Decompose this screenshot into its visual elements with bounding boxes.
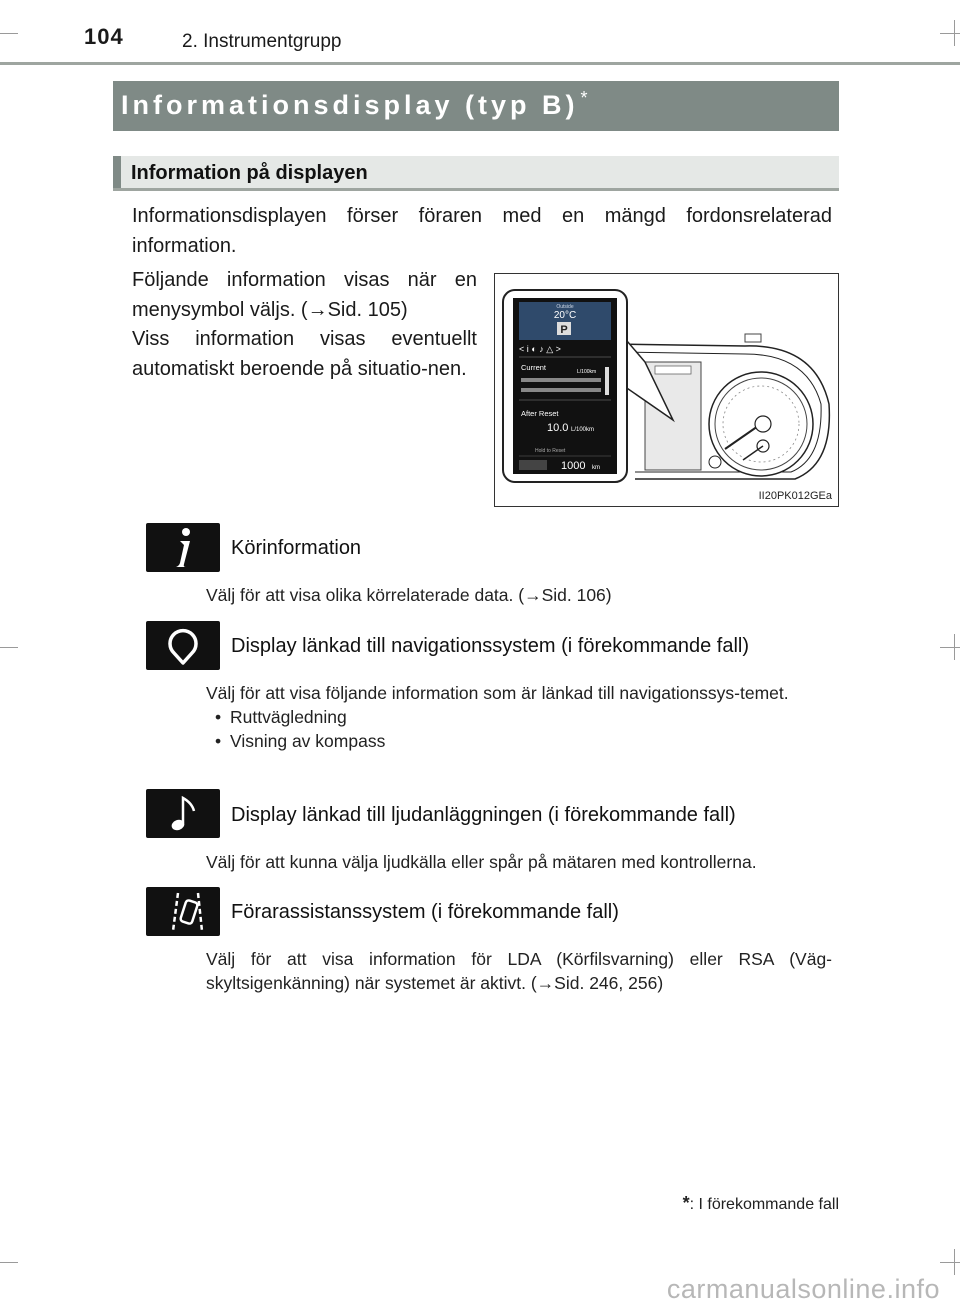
bullet-item: • Ruttvägledning: [206, 705, 832, 729]
title-asterisk: *: [580, 88, 588, 108]
intro-paragraph: Informationsdisplayen förser föraren med en mängd fordonsrelaterad information.: [132, 205, 832, 257]
screen-gear: P: [560, 324, 568, 336]
item-description-text: Välj för att visa följande information som är länkad till navigationssys-temet.: [206, 683, 789, 703]
figure-caption: II20PK012GEa: [758, 490, 832, 502]
crop-mark: [940, 1262, 960, 1263]
svg-text:< i ◐ ♪ △ >: < i ◐ ♪ △ >: [519, 344, 561, 354]
screen-distance-value: 1000: [561, 460, 586, 472]
side-text: [132, 266, 477, 384]
header-rule: [0, 62, 960, 65]
section-title-bar: [113, 81, 839, 131]
crop-mark: [0, 33, 18, 34]
screen-temperature: 20°C: [553, 310, 577, 321]
item-description: Välj för att visa information för LDA (Körfilsvarning) eller RSA (Väg-skyltsigenkänning) när systemet är aktivt. (→Sid. 246, 256): [206, 949, 832, 993]
section-title: [121, 88, 588, 121]
item-title: Förarassistanssystem (i förekommande fall): [231, 901, 619, 923]
music-note-icon: [146, 789, 220, 838]
side-paragraph: Följande information visas när en menysymbol väljs. (→Sid. 105): [132, 269, 477, 321]
bullet-list: [206, 705, 832, 753]
cluster-illustration: [495, 274, 838, 506]
chapter-title: 2. Instrumentgrupp: [182, 31, 342, 52]
item-description: Välj för att visa olika körrelaterade data. (→Sid. 106): [206, 585, 612, 605]
screen-after-reset-value: 10.0: [547, 422, 569, 434]
watermark: carmanualsonline.info: [666, 1274, 940, 1304]
crop-mark: [0, 647, 18, 648]
crop-mark: [954, 20, 955, 46]
side-paragraph: Viss information visas eventuellt automatiskt beroende på situatio-nen.: [132, 328, 477, 380]
item-title: Körinformation: [231, 537, 362, 559]
screen-current-unit: L/100km: [577, 369, 597, 375]
subsection-bar: [113, 156, 839, 191]
screen-after-reset-label: After Reset: [521, 409, 559, 418]
subsection-accent: [113, 156, 121, 188]
section-title-text: Informationsdisplay (typ B): [121, 90, 579, 120]
crop-mark: [0, 1262, 18, 1263]
cluster-figure: [494, 273, 839, 507]
item-description: Välj för att kunna välja ljudkälla eller spår på mätaren med kontrollerna.: [206, 852, 757, 872]
crop-mark: [940, 647, 960, 648]
screen-distance-unit: km: [592, 465, 600, 471]
crop-mark: [940, 33, 960, 34]
info-i-icon: [146, 523, 220, 572]
item-title: Display länkad till navigationssystem (i förekommande fall): [231, 635, 749, 657]
screen-after-reset-unit: L/100km: [571, 427, 595, 433]
bullet-item: • Visning av kompass: [206, 729, 832, 753]
footnote-asterisk: *: [682, 1193, 690, 1213]
screen-hold-text: Hold to Reset: [535, 448, 566, 454]
crop-mark: [954, 1249, 955, 1275]
footnote: [683, 1193, 839, 1214]
navigation-icon: [146, 621, 220, 670]
screen-current-label: Current: [521, 363, 547, 372]
item-description: [206, 681, 832, 753]
item-title: Display länkad till ljudanläggningen (i förekommande fall): [231, 804, 736, 826]
screen-outside-label: Outside: [556, 304, 574, 310]
driver-assist-icon: [146, 887, 220, 936]
footnote-text: : I förekommande fall: [689, 1196, 839, 1213]
subsection-title: Information på displayen: [131, 162, 368, 184]
crop-mark: [954, 634, 955, 660]
page-number: 104: [84, 24, 124, 49]
